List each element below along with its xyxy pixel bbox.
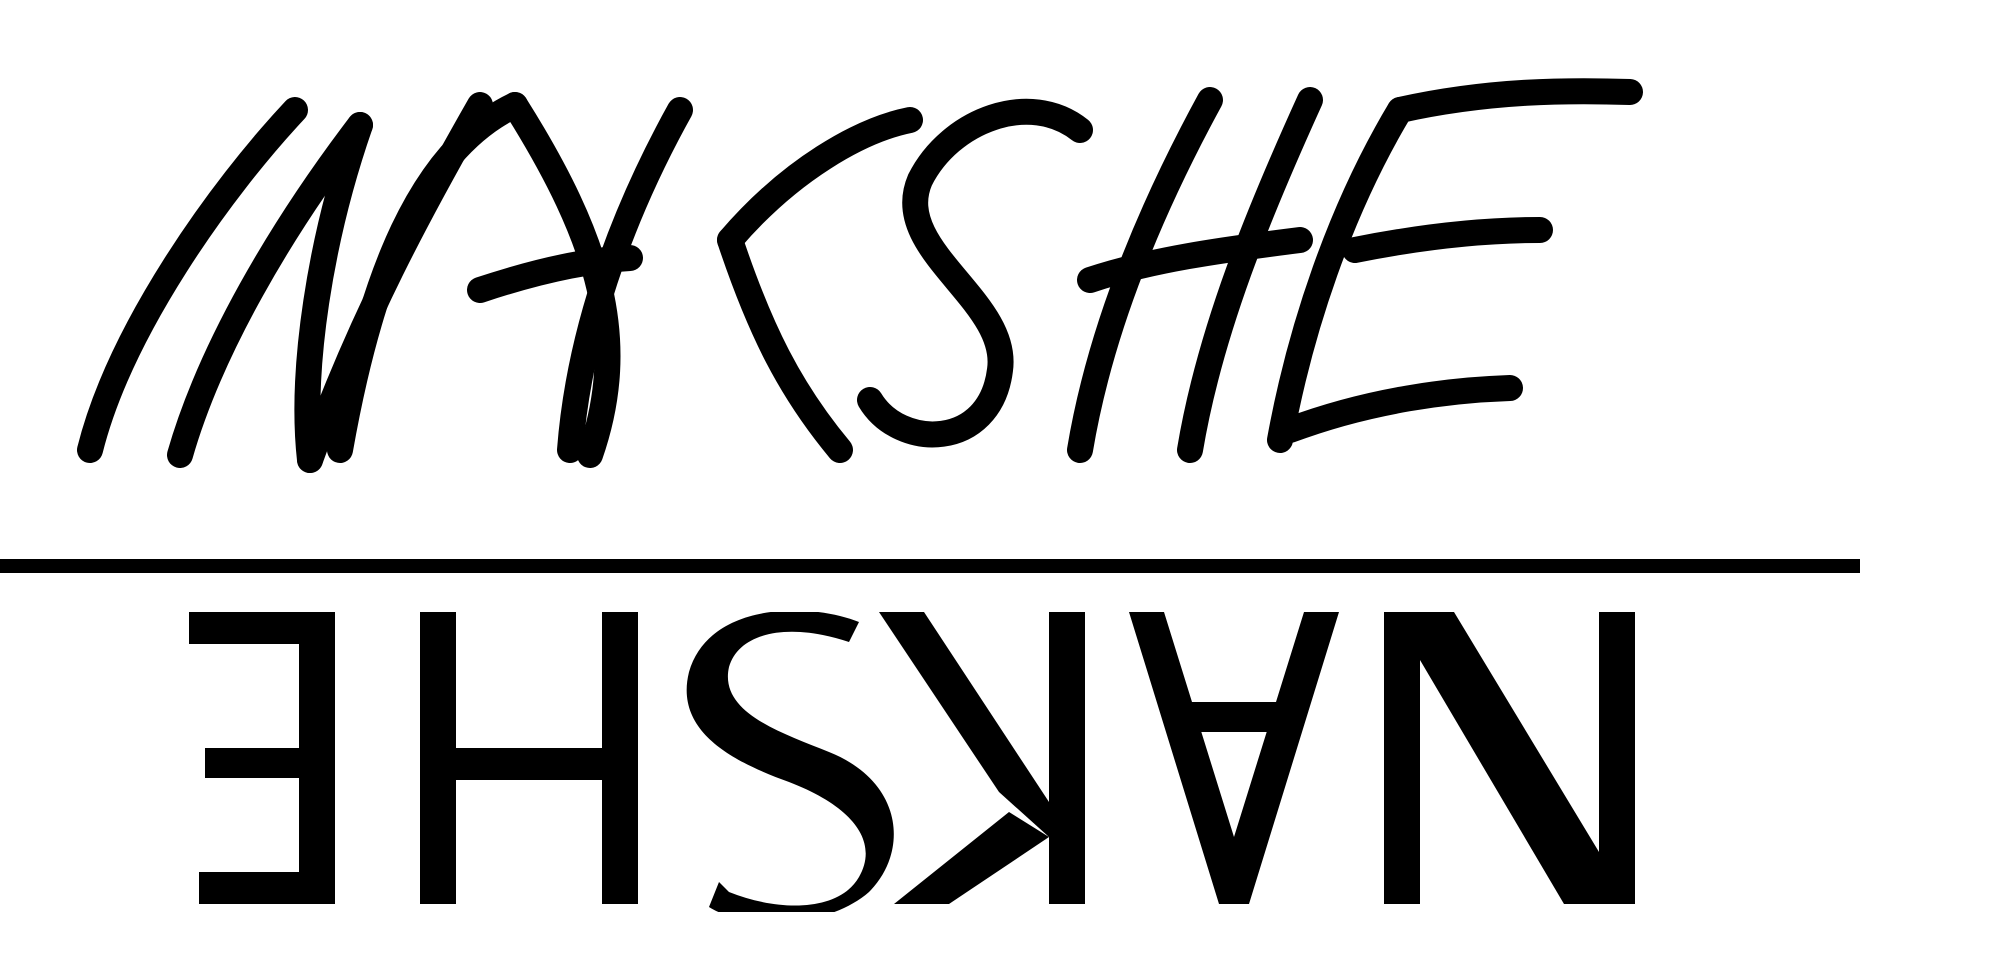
mirrored-block-wordmark [189, 612, 1639, 912]
script-wordmark [70, 70, 1890, 540]
divider-line [0, 559, 1860, 573]
